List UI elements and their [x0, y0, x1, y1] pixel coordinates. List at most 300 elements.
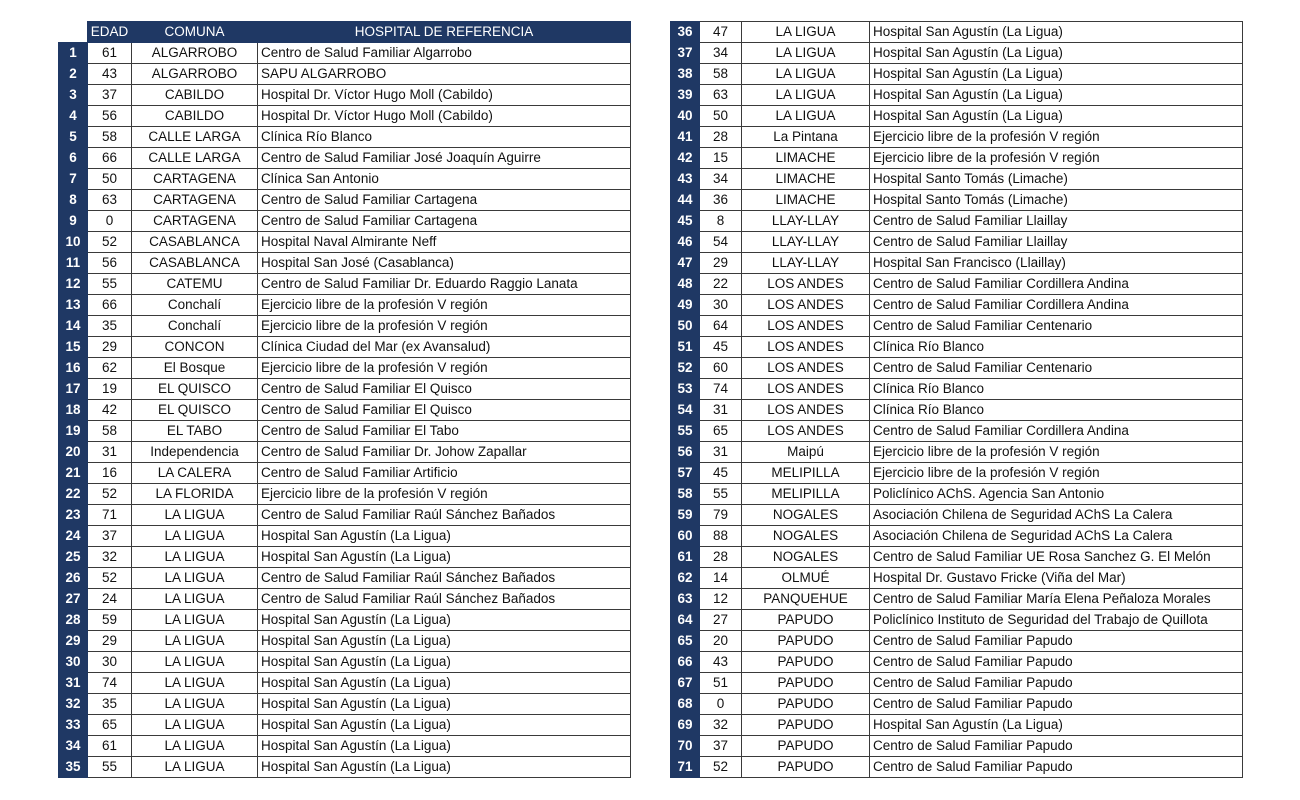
comuna-cell: LA LIGUA: [132, 526, 258, 547]
table-row: [671, 106, 1243, 127]
comuna-cell: PAPUDO: [742, 736, 870, 757]
row-number: 29: [59, 631, 88, 652]
table-row: [671, 652, 1243, 673]
comuna-cell: PANQUEHUE: [742, 589, 870, 610]
edad-cell: 58: [88, 421, 132, 442]
table-row: [671, 379, 1243, 400]
comuna-cell: CABILDO: [132, 106, 258, 127]
row-number: 49: [671, 295, 700, 316]
hospital-cell: Ejercicio libre de la profesión V región: [870, 127, 1243, 148]
comuna-cell: LIMACHE: [742, 190, 870, 211]
hospital-cell: Centro de Salud Familiar Papudo: [870, 694, 1243, 715]
row-number: 1: [59, 43, 88, 64]
comuna-cell: EL TABO: [132, 421, 258, 442]
row-number: 62: [671, 568, 700, 589]
table-row: [59, 190, 631, 211]
comuna-cell: LA FLORIDA: [132, 484, 258, 505]
row-number: 33: [59, 715, 88, 736]
hospital-cell: Hospital Dr. Gustavo Fricke (Viña del Mar): [870, 568, 1243, 589]
hospital-cell: Centro de Salud Familiar José Joaquín Aguirre: [258, 148, 631, 169]
table-row: [59, 631, 631, 652]
edad-cell: 50: [700, 106, 742, 127]
comuna-cell: CABILDO: [132, 85, 258, 106]
edad-cell: 34: [700, 43, 742, 64]
row-number: 40: [671, 106, 700, 127]
hospital-cell: Clínica Río Blanco: [870, 379, 1243, 400]
hospital-cell: Clínica Ciudad del Mar (ex Avansalud): [258, 337, 631, 358]
edad-cell: 71: [88, 505, 132, 526]
comuna-cell: LOS ANDES: [742, 337, 870, 358]
edad-cell: 66: [88, 295, 132, 316]
hospital-cell: Centro de Salud Familiar Papudo: [870, 673, 1243, 694]
hospital-cell: Centro de Salud Familiar El Tabo: [258, 421, 631, 442]
table-row: [671, 316, 1243, 337]
comuna-cell: LIMACHE: [742, 169, 870, 190]
row-number: 6: [59, 148, 88, 169]
table-row: [59, 274, 631, 295]
edad-cell: 30: [88, 652, 132, 673]
comuna-cell: LOS ANDES: [742, 316, 870, 337]
edad-cell: 0: [700, 694, 742, 715]
left-table-body: [59, 43, 631, 778]
edad-cell: 58: [88, 127, 132, 148]
edad-cell: 30: [700, 295, 742, 316]
row-number: 14: [59, 316, 88, 337]
row-number: 70: [671, 736, 700, 757]
comuna-cell: LA LIGUA: [742, 64, 870, 85]
row-number: 19: [59, 421, 88, 442]
table-row: [671, 568, 1243, 589]
edad-cell: 35: [88, 316, 132, 337]
hospital-cell: Clínica Río Blanco: [870, 337, 1243, 358]
edad-cell: 37: [700, 736, 742, 757]
row-number: 58: [671, 484, 700, 505]
row-number: 24: [59, 526, 88, 547]
comuna-cell: NOGALES: [742, 547, 870, 568]
table-row: [59, 358, 631, 379]
hospital-cell: Hospital Dr. Víctor Hugo Moll (Cabildo): [258, 85, 631, 106]
table-row: [59, 421, 631, 442]
table-row: [671, 190, 1243, 211]
table-row: [671, 610, 1243, 631]
row-number: 54: [671, 400, 700, 421]
table-row: [59, 106, 631, 127]
row-number: 67: [671, 673, 700, 694]
edad-cell: 28: [700, 547, 742, 568]
edad-cell: 43: [700, 652, 742, 673]
hospital-cell: Centro de Salud Familiar Papudo: [870, 652, 1243, 673]
hospital-cell: Clínica San Antonio: [258, 169, 631, 190]
row-number: 16: [59, 358, 88, 379]
table-row: [671, 526, 1243, 547]
hospital-cell: Hospital San Agustín (La Ligua): [258, 610, 631, 631]
row-number: 7: [59, 169, 88, 190]
edad-cell: 52: [88, 568, 132, 589]
edad-cell: 29: [88, 631, 132, 652]
table-row: [59, 169, 631, 190]
edad-cell: 51: [700, 673, 742, 694]
row-number: 71: [671, 757, 700, 778]
row-number: 51: [671, 337, 700, 358]
row-number: 48: [671, 274, 700, 295]
edad-cell: 31: [700, 442, 742, 463]
edad-cell: 66: [88, 148, 132, 169]
edad-cell: 45: [700, 337, 742, 358]
comuna-cell: LOS ANDES: [742, 358, 870, 379]
table-row: [59, 127, 631, 148]
hospital-cell: Ejercicio libre de la profesión V región: [258, 316, 631, 337]
edad-cell: 58: [700, 64, 742, 85]
table-row: [59, 568, 631, 589]
row-number: 53: [671, 379, 700, 400]
table-row: [671, 127, 1243, 148]
right-table: [670, 21, 1243, 778]
edad-cell: 62: [88, 358, 132, 379]
table-row: [59, 652, 631, 673]
table-row: [59, 148, 631, 169]
comuna-cell: Conchalí: [132, 295, 258, 316]
table-row: [59, 715, 631, 736]
row-number: 39: [671, 85, 700, 106]
edad-cell: 55: [88, 757, 132, 778]
header-row: [59, 22, 631, 43]
edad-cell: 22: [700, 274, 742, 295]
table-row: [671, 589, 1243, 610]
row-number: 41: [671, 127, 700, 148]
edad-cell: 37: [88, 526, 132, 547]
comuna-cell: OLMUÉ: [742, 568, 870, 589]
edad-cell: 74: [88, 673, 132, 694]
hospital-cell: Centro de Salud Familiar Cordillera Andina: [870, 421, 1243, 442]
edad-cell: 47: [700, 22, 742, 43]
edad-cell: 63: [88, 190, 132, 211]
hospital-cell: Centro de Salud Familiar Raúl Sánchez Bañados: [258, 589, 631, 610]
comuna-cell: EL QUISCO: [132, 400, 258, 421]
edad-cell: 55: [88, 274, 132, 295]
comuna-cell: PAPUDO: [742, 610, 870, 631]
edad-cell: 29: [88, 337, 132, 358]
hospital-cell: Hospital San Agustín (La Ligua): [870, 64, 1243, 85]
comuna-cell: LA LIGUA: [132, 673, 258, 694]
comuna-cell: LOS ANDES: [742, 295, 870, 316]
row-number: 46: [671, 232, 700, 253]
row-number: 21: [59, 463, 88, 484]
hospital-cell: Hospital Santo Tomás (Limache): [870, 190, 1243, 211]
hospital-cell: Asociación Chilena de Seguridad AChS La Calera: [870, 505, 1243, 526]
row-number: 45: [671, 211, 700, 232]
table-row: [671, 337, 1243, 358]
hospital-cell: Centro de Salud Familiar UE Rosa Sanchez G. El Melón: [870, 547, 1243, 568]
edad-cell: 52: [700, 757, 742, 778]
comuna-cell: ALGARROBO: [132, 43, 258, 64]
edad-cell: 43: [88, 64, 132, 85]
row-number: 13: [59, 295, 88, 316]
edad-cell: 52: [88, 484, 132, 505]
row-number: 59: [671, 505, 700, 526]
comuna-cell: CARTAGENA: [132, 169, 258, 190]
table-row: [671, 85, 1243, 106]
comuna-cell: La Pintana: [742, 127, 870, 148]
edad-cell: 42: [88, 400, 132, 421]
comuna-cell: CALLE LARGA: [132, 148, 258, 169]
edad-cell: 63: [700, 85, 742, 106]
row-number: 18: [59, 400, 88, 421]
hospital-cell: Hospital San Agustín (La Ligua): [870, 85, 1243, 106]
table-row: [671, 694, 1243, 715]
table-row: [59, 463, 631, 484]
row-number: 28: [59, 610, 88, 631]
table-row: [671, 715, 1243, 736]
hospital-cell: Centro de Salud Familiar Dr. Eduardo Raggio Lanata: [258, 274, 631, 295]
comuna-header: COMUNA: [132, 22, 258, 43]
table-row: [671, 736, 1243, 757]
table-row: [671, 421, 1243, 442]
hospital-cell: Centro de Salud Familiar Dr. Johow Zapallar: [258, 442, 631, 463]
row-number: 32: [59, 694, 88, 715]
edad-cell: 61: [88, 736, 132, 757]
edad-cell: 56: [88, 106, 132, 127]
hospital-cell: Hospital San Agustín (La Ligua): [870, 43, 1243, 64]
table-row: [671, 253, 1243, 274]
row-number: 66: [671, 652, 700, 673]
edad-cell: 61: [88, 43, 132, 64]
hospital-cell: Ejercicio libre de la profesión V región: [258, 295, 631, 316]
hospital-cell: Hospital San Agustín (La Ligua): [870, 715, 1243, 736]
table-row: [59, 526, 631, 547]
edad-cell: 45: [700, 463, 742, 484]
table-row: [59, 316, 631, 337]
comuna-cell: LA LIGUA: [742, 106, 870, 127]
row-number: 50: [671, 316, 700, 337]
comuna-cell: PAPUDO: [742, 631, 870, 652]
comuna-cell: MELIPILLA: [742, 484, 870, 505]
hospital-cell: Centro de Salud Familiar Papudo: [870, 631, 1243, 652]
comuna-cell: EL QUISCO: [132, 379, 258, 400]
comuna-cell: ALGARROBO: [132, 64, 258, 85]
comuna-cell: LA LIGUA: [132, 589, 258, 610]
comuna-cell: Conchalí: [132, 316, 258, 337]
comuna-cell: LA LIGUA: [132, 631, 258, 652]
comuna-cell: LOS ANDES: [742, 274, 870, 295]
table-row: [671, 400, 1243, 421]
row-number: 65: [671, 631, 700, 652]
table-row: [671, 22, 1243, 43]
row-number: 31: [59, 673, 88, 694]
row-number: 22: [59, 484, 88, 505]
hospital-cell: SAPU ALGARROBO: [258, 64, 631, 85]
row-number: 56: [671, 442, 700, 463]
hospital-cell: Hospital San Agustín (La Ligua): [258, 715, 631, 736]
table-row: [59, 610, 631, 631]
row-number: 61: [671, 547, 700, 568]
edad-header: EDAD: [88, 22, 132, 43]
comuna-cell: CONCON: [132, 337, 258, 358]
edad-cell: 65: [700, 421, 742, 442]
hospital-cell: Hospital San Agustín (La Ligua): [258, 673, 631, 694]
comuna-cell: LIMACHE: [742, 148, 870, 169]
edad-cell: 55: [700, 484, 742, 505]
row-number: 15: [59, 337, 88, 358]
comuna-cell: LOS ANDES: [742, 421, 870, 442]
row-number: 35: [59, 757, 88, 778]
edad-cell: 24: [88, 589, 132, 610]
right-table-body: [671, 22, 1243, 778]
row-number: 44: [671, 190, 700, 211]
hospital-cell: Ejercicio libre de la profesión V región: [258, 358, 631, 379]
row-number: 69: [671, 715, 700, 736]
comuna-cell: MELIPILLA: [742, 463, 870, 484]
hospital-cell: Hospital San Agustín (La Ligua): [258, 694, 631, 715]
edad-cell: 16: [88, 463, 132, 484]
hospital-cell: Centro de Salud Familiar María Elena Peñaloza Morales: [870, 589, 1243, 610]
table-row: [59, 736, 631, 757]
table-row: [671, 673, 1243, 694]
edad-cell: 12: [700, 589, 742, 610]
row-number: 64: [671, 610, 700, 631]
hospital-cell: Centro de Salud Familiar Papudo: [870, 757, 1243, 778]
hospital-cell: Hospital San Agustín (La Ligua): [870, 22, 1243, 43]
comuna-cell: CARTAGENA: [132, 190, 258, 211]
comuna-cell: El Bosque: [132, 358, 258, 379]
edad-cell: 19: [88, 379, 132, 400]
comuna-cell: NOGALES: [742, 526, 870, 547]
table-row: [671, 148, 1243, 169]
comuna-cell: LA LIGUA: [132, 547, 258, 568]
row-number: 20: [59, 442, 88, 463]
row-number: 23: [59, 505, 88, 526]
hospital-cell: Hospital San Agustín (La Ligua): [258, 526, 631, 547]
edad-cell: 65: [88, 715, 132, 736]
row-number: 34: [59, 736, 88, 757]
hospital-cell: Clínica Río Blanco: [258, 127, 631, 148]
num-header: [59, 22, 88, 43]
comuna-cell: CARTAGENA: [132, 211, 258, 232]
row-number: 60: [671, 526, 700, 547]
table-row: [671, 232, 1243, 253]
hospital-cell: Ejercicio libre de la profesión V región: [870, 148, 1243, 169]
table-row: [59, 85, 631, 106]
edad-cell: 27: [700, 610, 742, 631]
table-row: [59, 547, 631, 568]
hospital-cell: Hospital Naval Almirante Neff: [258, 232, 631, 253]
hospital-cell: Centro de Salud Familiar Cordillera Andina: [870, 295, 1243, 316]
table-row: [671, 442, 1243, 463]
edad-cell: 14: [700, 568, 742, 589]
hospital-cell: Hospital Dr. Víctor Hugo Moll (Cabildo): [258, 106, 631, 127]
edad-cell: 35: [88, 694, 132, 715]
edad-cell: 8: [700, 211, 742, 232]
table-row: [59, 484, 631, 505]
row-number: 36: [671, 22, 700, 43]
table-row: [671, 757, 1243, 778]
comuna-cell: Independencia: [132, 442, 258, 463]
table-row: [671, 274, 1243, 295]
hospital-cell: Centro de Salud Familiar Raúl Sánchez Bañados: [258, 568, 631, 589]
hospital-cell: Hospital San Agustín (La Ligua): [258, 736, 631, 757]
table-row: [671, 484, 1243, 505]
table-row: [59, 64, 631, 85]
edad-cell: 15: [700, 148, 742, 169]
hospital-cell: Hospital San Francisco (Llaillay): [870, 253, 1243, 274]
row-number: 37: [671, 43, 700, 64]
table-row: [671, 211, 1243, 232]
table-row: [59, 757, 631, 778]
hospital-cell: Hospital San José (Casablanca): [258, 253, 631, 274]
comuna-cell: LA LIGUA: [132, 652, 258, 673]
hospital-cell: Centro de Salud Familiar Papudo: [870, 736, 1243, 757]
hospital-cell: Hospital San Agustín (La Ligua): [258, 757, 631, 778]
row-number: 25: [59, 547, 88, 568]
edad-cell: 36: [700, 190, 742, 211]
edad-cell: 37: [88, 85, 132, 106]
hospital-cell: Hospital San Agustín (La Ligua): [258, 631, 631, 652]
table-row: [59, 694, 631, 715]
comuna-cell: PAPUDO: [742, 694, 870, 715]
comuna-cell: LA LIGUA: [132, 694, 258, 715]
comuna-cell: LA LIGUA: [132, 736, 258, 757]
comuna-cell: CALLE LARGA: [132, 127, 258, 148]
table-row: [671, 43, 1243, 64]
edad-cell: 20: [700, 631, 742, 652]
hospital-cell: Policlínico AChS. Agencia San Antonio: [870, 484, 1243, 505]
table-row: [59, 505, 631, 526]
row-number: 43: [671, 169, 700, 190]
edad-cell: 52: [88, 232, 132, 253]
table-row: [59, 589, 631, 610]
row-number: 68: [671, 694, 700, 715]
hospital-cell: Centro de Salud Familiar Centenario: [870, 316, 1243, 337]
table-row: [671, 169, 1243, 190]
comuna-cell: NOGALES: [742, 505, 870, 526]
hospital-cell: Ejercicio libre de la profesión V región: [258, 484, 631, 505]
row-number: 27: [59, 589, 88, 610]
row-number: 11: [59, 253, 88, 274]
edad-cell: 31: [700, 400, 742, 421]
table-row: [59, 295, 631, 316]
table-row: [59, 253, 631, 274]
row-number: 12: [59, 274, 88, 295]
edad-cell: 60: [700, 358, 742, 379]
edad-cell: 74: [700, 379, 742, 400]
edad-cell: 50: [88, 169, 132, 190]
hospital-cell: Centro de Salud Familiar Cartagena: [258, 190, 631, 211]
edad-cell: 64: [700, 316, 742, 337]
comuna-cell: PAPUDO: [742, 673, 870, 694]
comuna-cell: LA LIGUA: [742, 43, 870, 64]
comuna-cell: PAPUDO: [742, 715, 870, 736]
hospital-cell: Centro de Salud Familiar Llaillay: [870, 232, 1243, 253]
row-number: 55: [671, 421, 700, 442]
hospital-cell: Centro de Salud Familiar El Quisco: [258, 379, 631, 400]
edad-cell: 28: [700, 127, 742, 148]
hospital-cell: Policlínico Instituto de Seguridad del Trabajo de Quillota: [870, 610, 1243, 631]
comuna-cell: LLAY-LLAY: [742, 232, 870, 253]
hospital-cell: Centro de Salud Familiar El Quisco: [258, 400, 631, 421]
hospital-cell: Centro de Salud Familiar Cartagena: [258, 211, 631, 232]
row-number: 10: [59, 232, 88, 253]
table-row: [671, 631, 1243, 652]
edad-cell: 88: [700, 526, 742, 547]
comuna-cell: CASABLANCA: [132, 253, 258, 274]
row-number: 2: [59, 64, 88, 85]
row-number: 42: [671, 148, 700, 169]
hospital-header: HOSPITAL DE REFERENCIA: [258, 22, 631, 43]
comuna-cell: LLAY-LLAY: [742, 211, 870, 232]
table-row: [59, 43, 631, 64]
comuna-cell: LOS ANDES: [742, 379, 870, 400]
table-row: [59, 442, 631, 463]
hospital-cell: Clínica Río Blanco: [870, 400, 1243, 421]
